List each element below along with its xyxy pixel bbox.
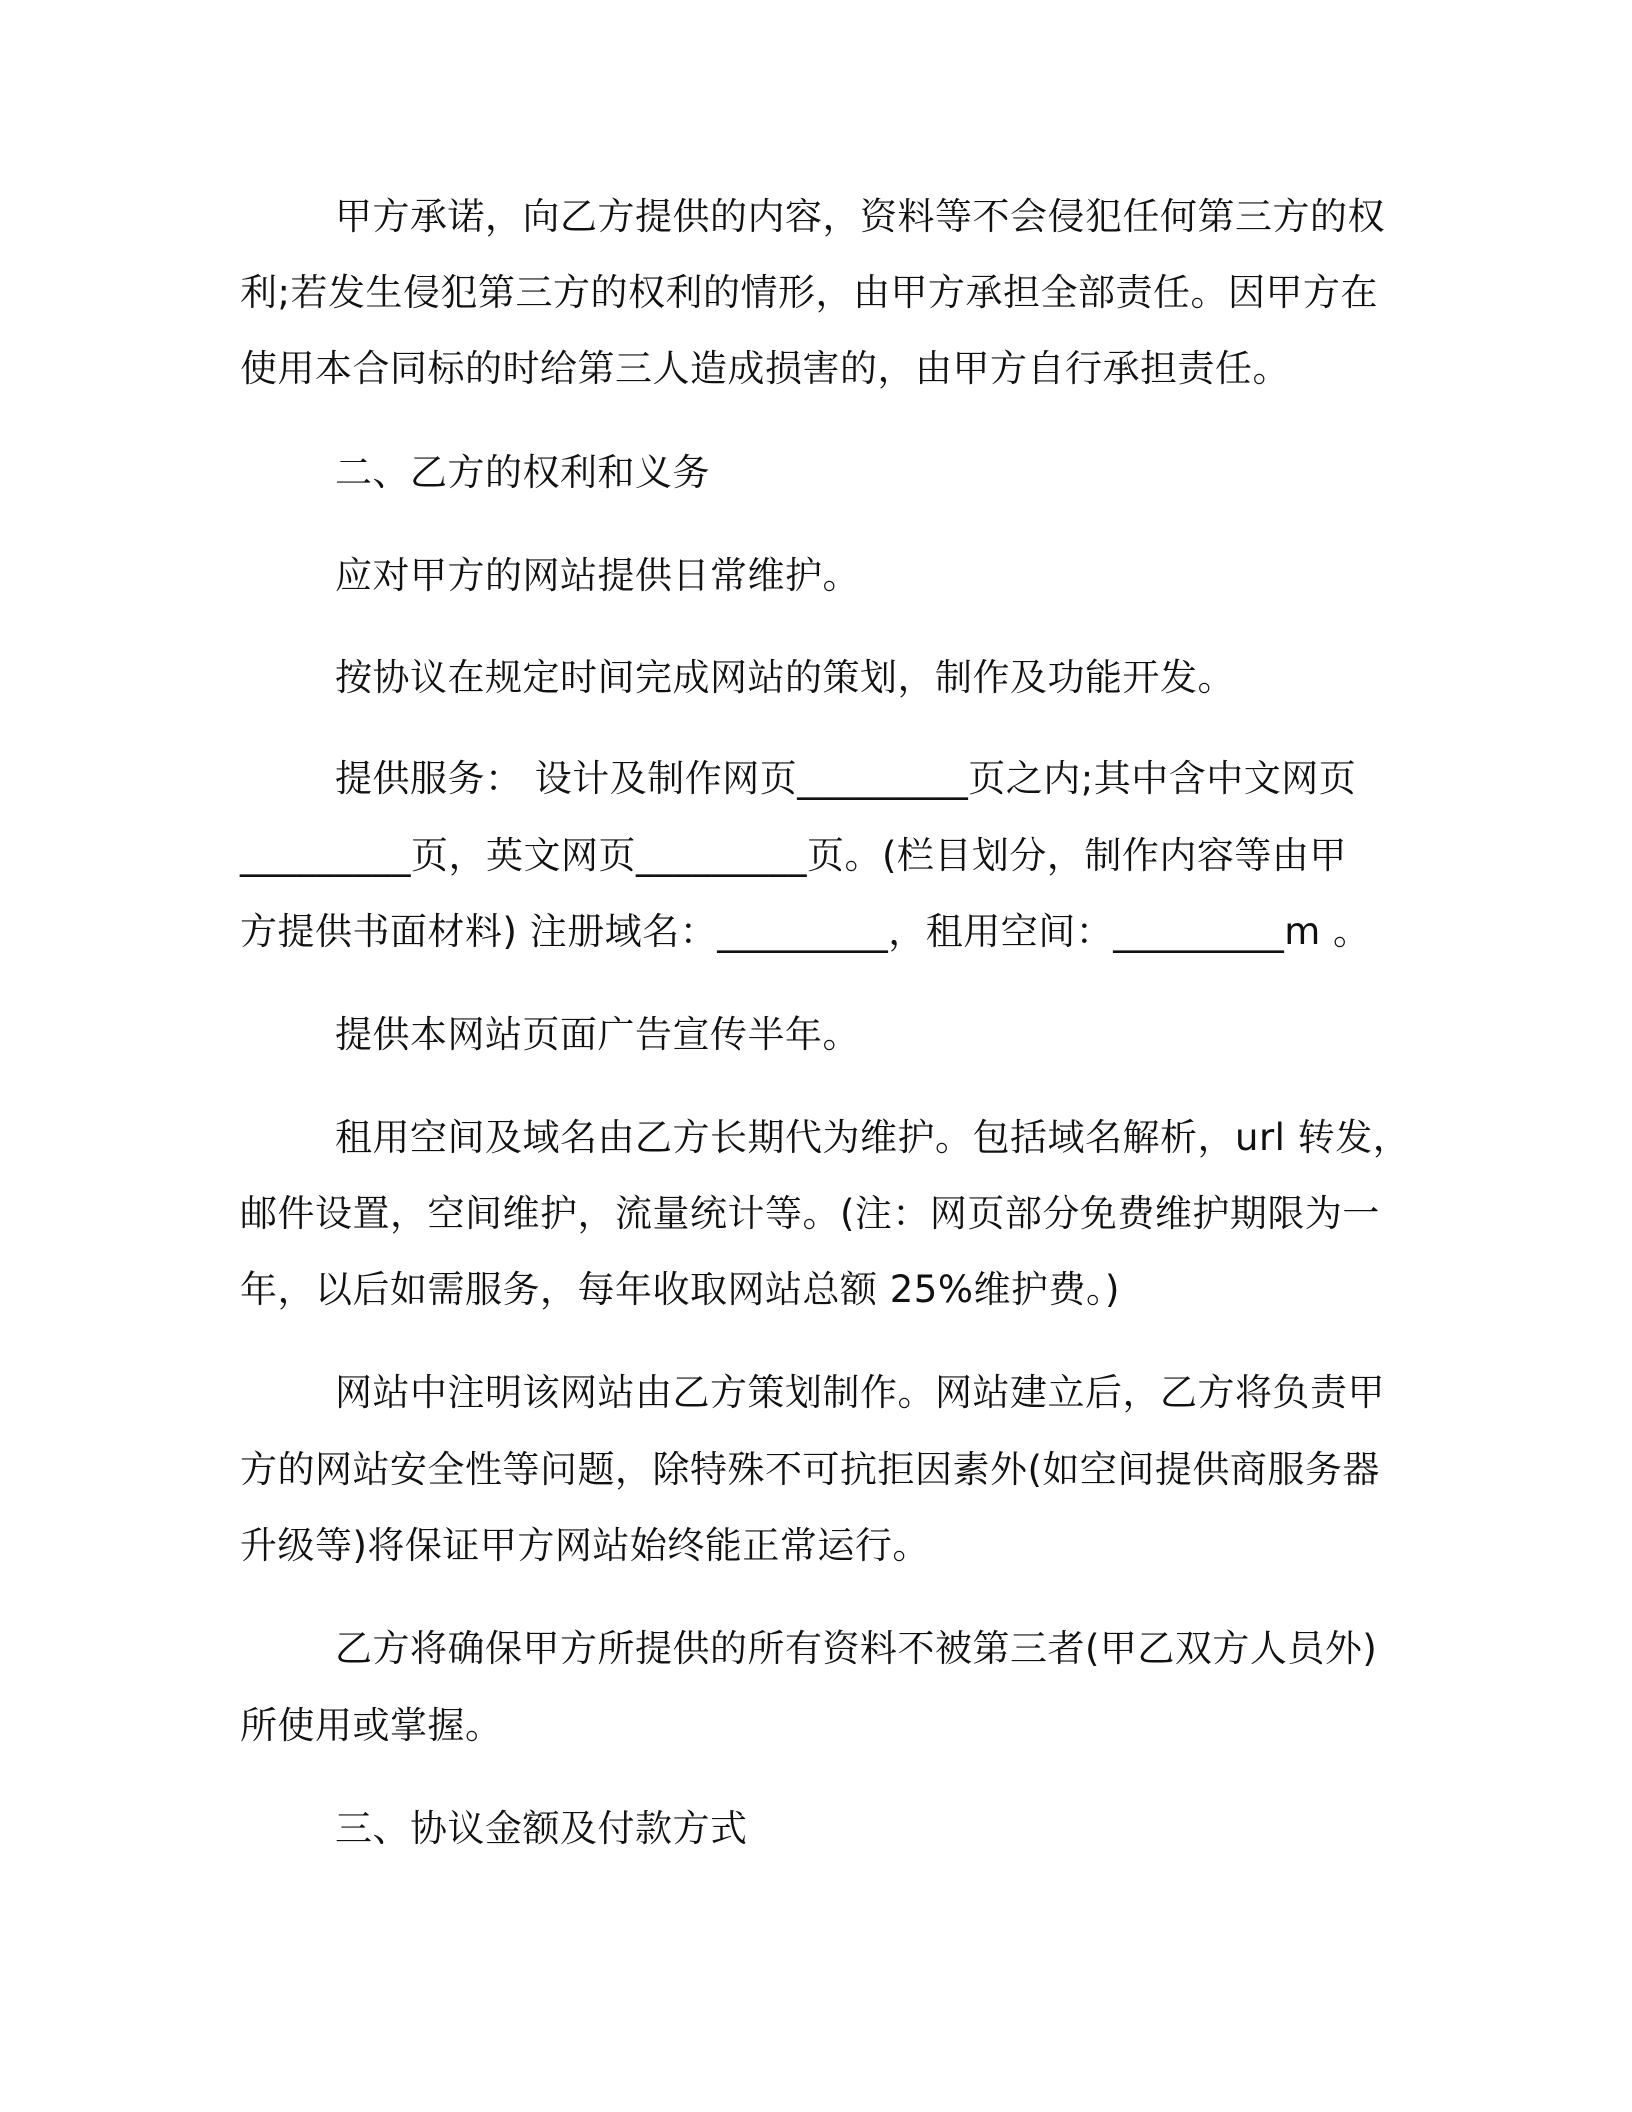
paragraph-line: 提供本网站页面广告宣传半年。 [335,1013,860,1056]
paragraph-line: 提供服务： 设计及制作网页_________页之内;其中含中文网页 [335,757,1357,800]
paragraph-line: 网站中注明该网站由乙方策划制作。网站建立后，乙方将负责甲 [335,1371,1385,1414]
paragraph-line: 方的网站安全性等问题，除特殊不可抗拒因素外(如空间提供商服务器 [240,1448,1380,1491]
paragraph-line: 应对甲方的网站提供日常维护。 [335,554,860,597]
paragraph-line: 方提供书面材料) 注册域名：_________，租用空间：_________m 。 [240,910,1371,953]
paragraph-line: _________页，英文网页_________页。(栏目划分，制作内容等由甲 [240,834,1347,877]
paragraph-line: 利;若发生侵犯第三方的权利的情形，由甲方承担全部责任。因甲方在 [240,271,1378,314]
paragraph-line: 所使用或掌握。 [240,1704,503,1747]
paragraph-line: 租用空间及域名由乙方长期代为维护。包括域名解析，url 转发， [335,1116,1411,1159]
paragraph-line: 乙方将确保甲方所提供的所有资料不被第三者(甲乙双方人员外) [335,1627,1378,1670]
paragraph-line: 甲方承诺，向乙方提供的内容，资料等不会侵犯任何第三方的权 [335,195,1385,238]
paragraph-line: 年，以后如需服务，每年收取网站总额 25%维护费。) [240,1268,1120,1311]
paragraph-line: 升级等)将保证甲方网站始终能正常运行。 [240,1524,930,1567]
section-heading: 二、乙方的权利和义务 [335,451,710,494]
paragraph-line: 邮件设置，空间维护，流量统计等。(注：网页部分免费维护期限为一 [240,1192,1380,1235]
paragraph-line: 按协议在规定时间完成网站的策划，制作及功能开发。 [335,656,1235,699]
paragraph-line: 使用本合同标的时给第三人造成损害的，由甲方自行承担责任。 [240,347,1290,390]
section-heading: 三、协议金额及付款方式 [335,1807,748,1850]
